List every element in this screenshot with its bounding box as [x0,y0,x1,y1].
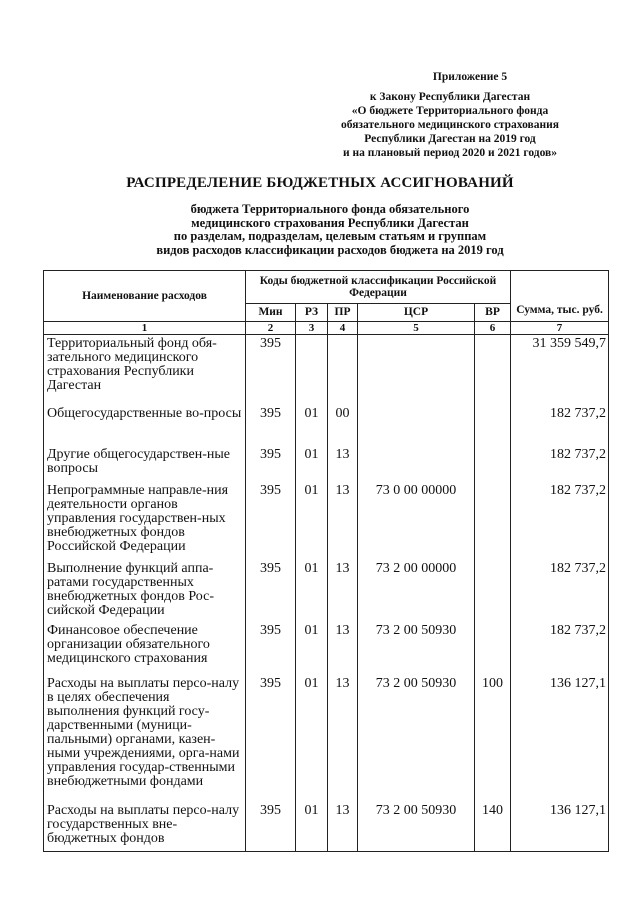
row-min: 395 [246,675,296,802]
appendix-line: Республики Дагестан на 2019 год [364,133,536,145]
row-vr: 140 [475,802,511,852]
header-name: Наименование расходов [44,271,246,322]
row-min: 395 [246,405,296,446]
row-csr: 73 2 00 50930 [358,622,475,675]
row-sum: 136 127,1 [511,675,609,802]
col-number: 2 [246,321,296,335]
col-number: 1 [44,321,246,335]
document-subtitle [100,203,560,257]
row-rz: 01 [296,675,328,802]
subtitle-line: бюджета Территориального фонда обязательного [190,202,470,216]
row-sum: 136 127,1 [511,802,609,852]
table-row [44,622,609,675]
header-codes-group: Коды бюджетной классификации Российской Федерации [246,271,511,304]
row-sum: 182 737,2 [511,622,609,675]
row-vr [475,482,511,560]
row-vr [475,405,511,446]
row-rz: 01 [296,802,328,852]
row-sum: 182 737,2 [511,560,609,622]
col-number: 4 [328,321,358,335]
header-sum: Сумма, тыс. руб. [511,271,609,322]
row-pr: 13 [328,446,358,482]
row-csr [358,446,475,482]
row-sum: 182 737,2 [511,446,609,482]
table-row [44,335,609,405]
appendix-line: к Закону Республики Дагестан [369,91,531,103]
row-name: Расходы на выплаты персо-налу государственных вне-бюджетных фондов [44,802,246,852]
row-sum: 182 737,2 [511,482,609,560]
row-vr [475,622,511,675]
row-csr: 73 2 00 50930 [358,675,475,802]
table-row [44,802,609,852]
header-pr: ПР [328,304,358,322]
row-rz: 01 [296,622,328,675]
row-pr: 13 [328,482,358,560]
row-vr [475,335,511,405]
row-rz [296,335,328,405]
row-pr [328,335,358,405]
row-name: Другие общегосударствен-ные вопросы [44,446,246,482]
col-number: 3 [296,321,328,335]
row-min: 395 [246,622,296,675]
table-row [44,482,609,560]
row-pr: 13 [328,675,358,802]
row-csr: 73 2 00 00000 [358,560,475,622]
document-title: РАСПРЕДЕЛЕНИЕ БЮДЖЕТНЫХ АССИГНОВАНИЙ [126,175,514,191]
row-name: Финансовое обеспечение организации обязательного медицинского страхования [44,622,246,675]
header-rz: РЗ [296,304,328,322]
row-vr [475,560,511,622]
row-name: Территориальный фонд обя-зательного медицинского страхования Республики Дагестан [44,335,246,405]
table-row [44,560,609,622]
appendix-line: обязательного медицинского страхования [341,119,559,131]
header-csr: ЦСР [358,304,475,322]
row-pr: 13 [328,622,358,675]
row-rz: 01 [296,482,328,560]
subtitle-line: медицинского страхования Республики Дагестан [191,215,469,230]
appendix-line: и на плановый период 2020 и 2021 годов» [342,147,558,159]
row-min: 395 [246,560,296,622]
appendix-line: «О бюджете Территориального фонда [351,105,549,117]
row-csr: 73 2 00 50930 [358,802,475,852]
subtitle-line: по разделам, подразделам, целевым статьям и группам [173,229,487,243]
row-name: Общегосударственные во-просы [44,405,246,446]
header-vr: ВР [475,304,511,322]
row-min: 395 [246,446,296,482]
table-row [44,405,609,446]
row-name: Выполнение функций аппа-ратами государственных внебюджетных фондов Рос-сийской Федерации [44,560,246,622]
row-sum: 31 359 549,7 [511,335,609,405]
row-csr: 73 0 00 00000 [358,482,475,560]
row-rz: 01 [296,405,328,446]
subtitle-line: видов расходов классификации расходов бюджета на 2019 год [156,242,504,257]
table-row [44,675,609,802]
table-row [44,446,609,482]
row-pr: 13 [328,560,358,622]
row-vr: 100 [475,675,511,802]
row-min: 395 [246,802,296,852]
row-name: Непрограммные направле-ния деятельности органов управления государствен-ных внебюджетных фондов Российской Федерации [44,482,246,560]
row-rz: 01 [296,560,328,622]
row-sum: 182 737,2 [511,405,609,446]
col-number: 5 [358,321,475,335]
col-number: 7 [511,321,609,335]
row-pr: 00 [328,405,358,446]
row-rz: 01 [296,446,328,482]
row-vr [475,446,511,482]
appendix-block [300,70,600,160]
row-csr [358,335,475,405]
col-number: 6 [475,321,511,335]
budget-table [43,270,609,852]
row-min: 395 [246,335,296,405]
appendix-number: Приложение 5 [432,71,508,83]
row-pr: 13 [328,802,358,852]
header-min: Мин [246,304,296,322]
row-name: Расходы на выплаты персо-налу в целях обеспечения выполнения функций госу-дарственными (муници-пальными) органами, казен-ными учреждениями, орга-нами управления государ-ственными внебюджетными фондами [44,675,246,802]
row-csr [358,405,475,446]
row-min: 395 [246,482,296,560]
